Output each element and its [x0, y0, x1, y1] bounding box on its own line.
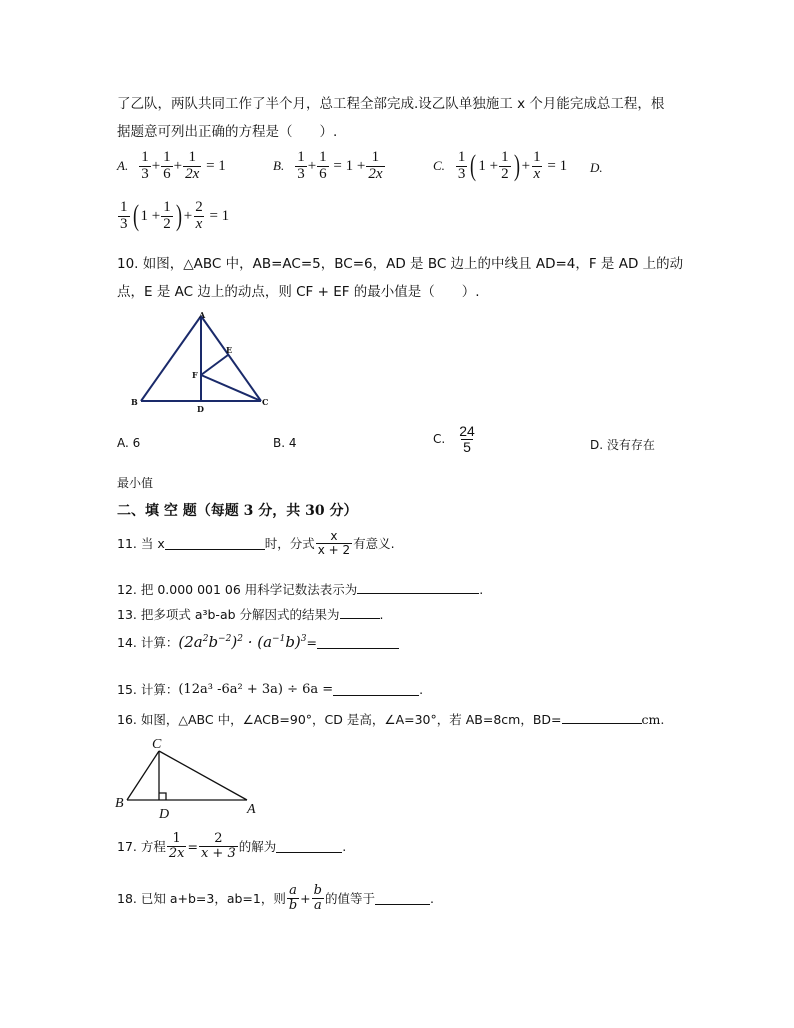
option-a-label: A. — [117, 158, 129, 174]
q10-option-d[interactable]: D. 没有存在 — [590, 438, 655, 452]
label-b: B — [115, 796, 124, 811]
label-a: A — [247, 802, 256, 817]
q16-triangle-figure — [112, 734, 262, 822]
q16: 16. 如图，△ABC 中，∠ACB=90°，CD 是高，∠A=30°，若 AB=8cm，BD= cm. — [117, 712, 665, 727]
label-d: D — [197, 404, 204, 414]
q18-answer-blank[interactable] — [375, 892, 430, 905]
label-c: C — [262, 397, 269, 407]
option-b-label: B. — [273, 158, 285, 174]
q11-answer-blank[interactable] — [165, 537, 265, 550]
q10-option-b[interactable]: B. 4 — [273, 436, 297, 450]
q10-option-a[interactable]: A. 6 — [117, 436, 141, 450]
q12: 12. 把 0.000 001 06 用科学记数法表示为 . — [117, 582, 484, 597]
label-a: A — [199, 310, 206, 320]
q9-option-d[interactable] — [590, 160, 613, 176]
q10-option-c[interactable]: C. $\frac{24}{5}$ — [433, 423, 475, 455]
q10-triangle-figure — [128, 308, 278, 418]
q10-option-d-cont: 最小值 — [117, 476, 154, 490]
q13: 13. 把多项式 a³b-ab 分解因式的结果为 . — [117, 607, 384, 622]
q15: 15. 计算： (12a³ -6a² + 3a) ÷ 6a = . — [117, 681, 424, 697]
label-c: C — [152, 737, 162, 752]
q14-answer-blank[interactable] — [317, 636, 399, 649]
label-f: F — [192, 370, 198, 380]
q15-answer-blank[interactable] — [333, 683, 419, 696]
q17: 17. 方程 $\frac{1}{2x}$ = $\frac{2}{x + 3}$ 的解为 . — [117, 831, 347, 861]
q16-answer-blank[interactable] — [562, 711, 642, 724]
q9-option-c[interactable]: C. $\frac{1}{3}$ ( 1 + $\frac{1}{2}$ ) + $\frac{1}{x}$ = 1 — [433, 149, 568, 183]
option-c-label: C. — [433, 158, 445, 174]
q9-line1: 了乙队，两队共同工作了半个月，总工程全部完成.设乙队单独施工 x 个月能完成总工程，根 — [117, 96, 665, 112]
label-d: D — [159, 807, 170, 822]
q9-line2: 据题意可列出正确的方程是（ ）. — [117, 124, 338, 140]
q15-expression: (12a³ -6a² + 3a) ÷ 6a = — [178, 681, 334, 697]
q18: 18. 已知 a+b=3，ab=1，则 $\frac{a}{b}$ + $\frac{b}{a}$ 的值等于 . — [117, 883, 434, 913]
q17-answer-blank[interactable] — [276, 840, 342, 853]
q9-option-d-expr: $\frac{1}{3}$ ( 1 + $\frac{1}{2}$ ) + $\frac{2}{x}$ = 1 — [120, 199, 230, 233]
q12-answer-blank[interactable] — [357, 581, 479, 594]
label-e: E — [226, 345, 233, 355]
q9-option-b[interactable]: B. $\frac{1}{3}$ + $\frac{1}{6}$ = 1 + $\frac{1}{2x}$ — [273, 149, 383, 182]
q10-line1: 10. 如图，△ABC 中，AB=AC=5，BC=6，AD 是 BC 边上的中线且 AD=4，F 是 AD 上的动 — [117, 256, 684, 272]
q9-option-a[interactable]: A. $\frac{1}{3}$ + $\frac{1}{6}$ + $\frac{1}{2x}$ = 1 — [117, 149, 226, 182]
q13-answer-blank[interactable] — [340, 606, 380, 619]
option-d-label: D. — [590, 160, 603, 175]
q11: 11. 当 x 时，分式 $\frac{x}{x + 2}$ 有意义. — [117, 529, 395, 557]
section-2-heading: 二、填 空 题（每题 3 分，共 30 分） — [117, 503, 358, 519]
q14-expression: $(2a^2b^{-2})^2 \cdot (a^{-1}b)^3$ — [178, 633, 307, 651]
label-b: B — [131, 397, 138, 407]
q14: 14. 计算： $(2a^2b^{-2})^2 \cdot (a^{-1}b)^3$ = — [117, 633, 399, 651]
q10-line2: 点，E 是 AC 边上的动点，则 CF + EF 的最小值是（ ）. — [117, 284, 480, 300]
